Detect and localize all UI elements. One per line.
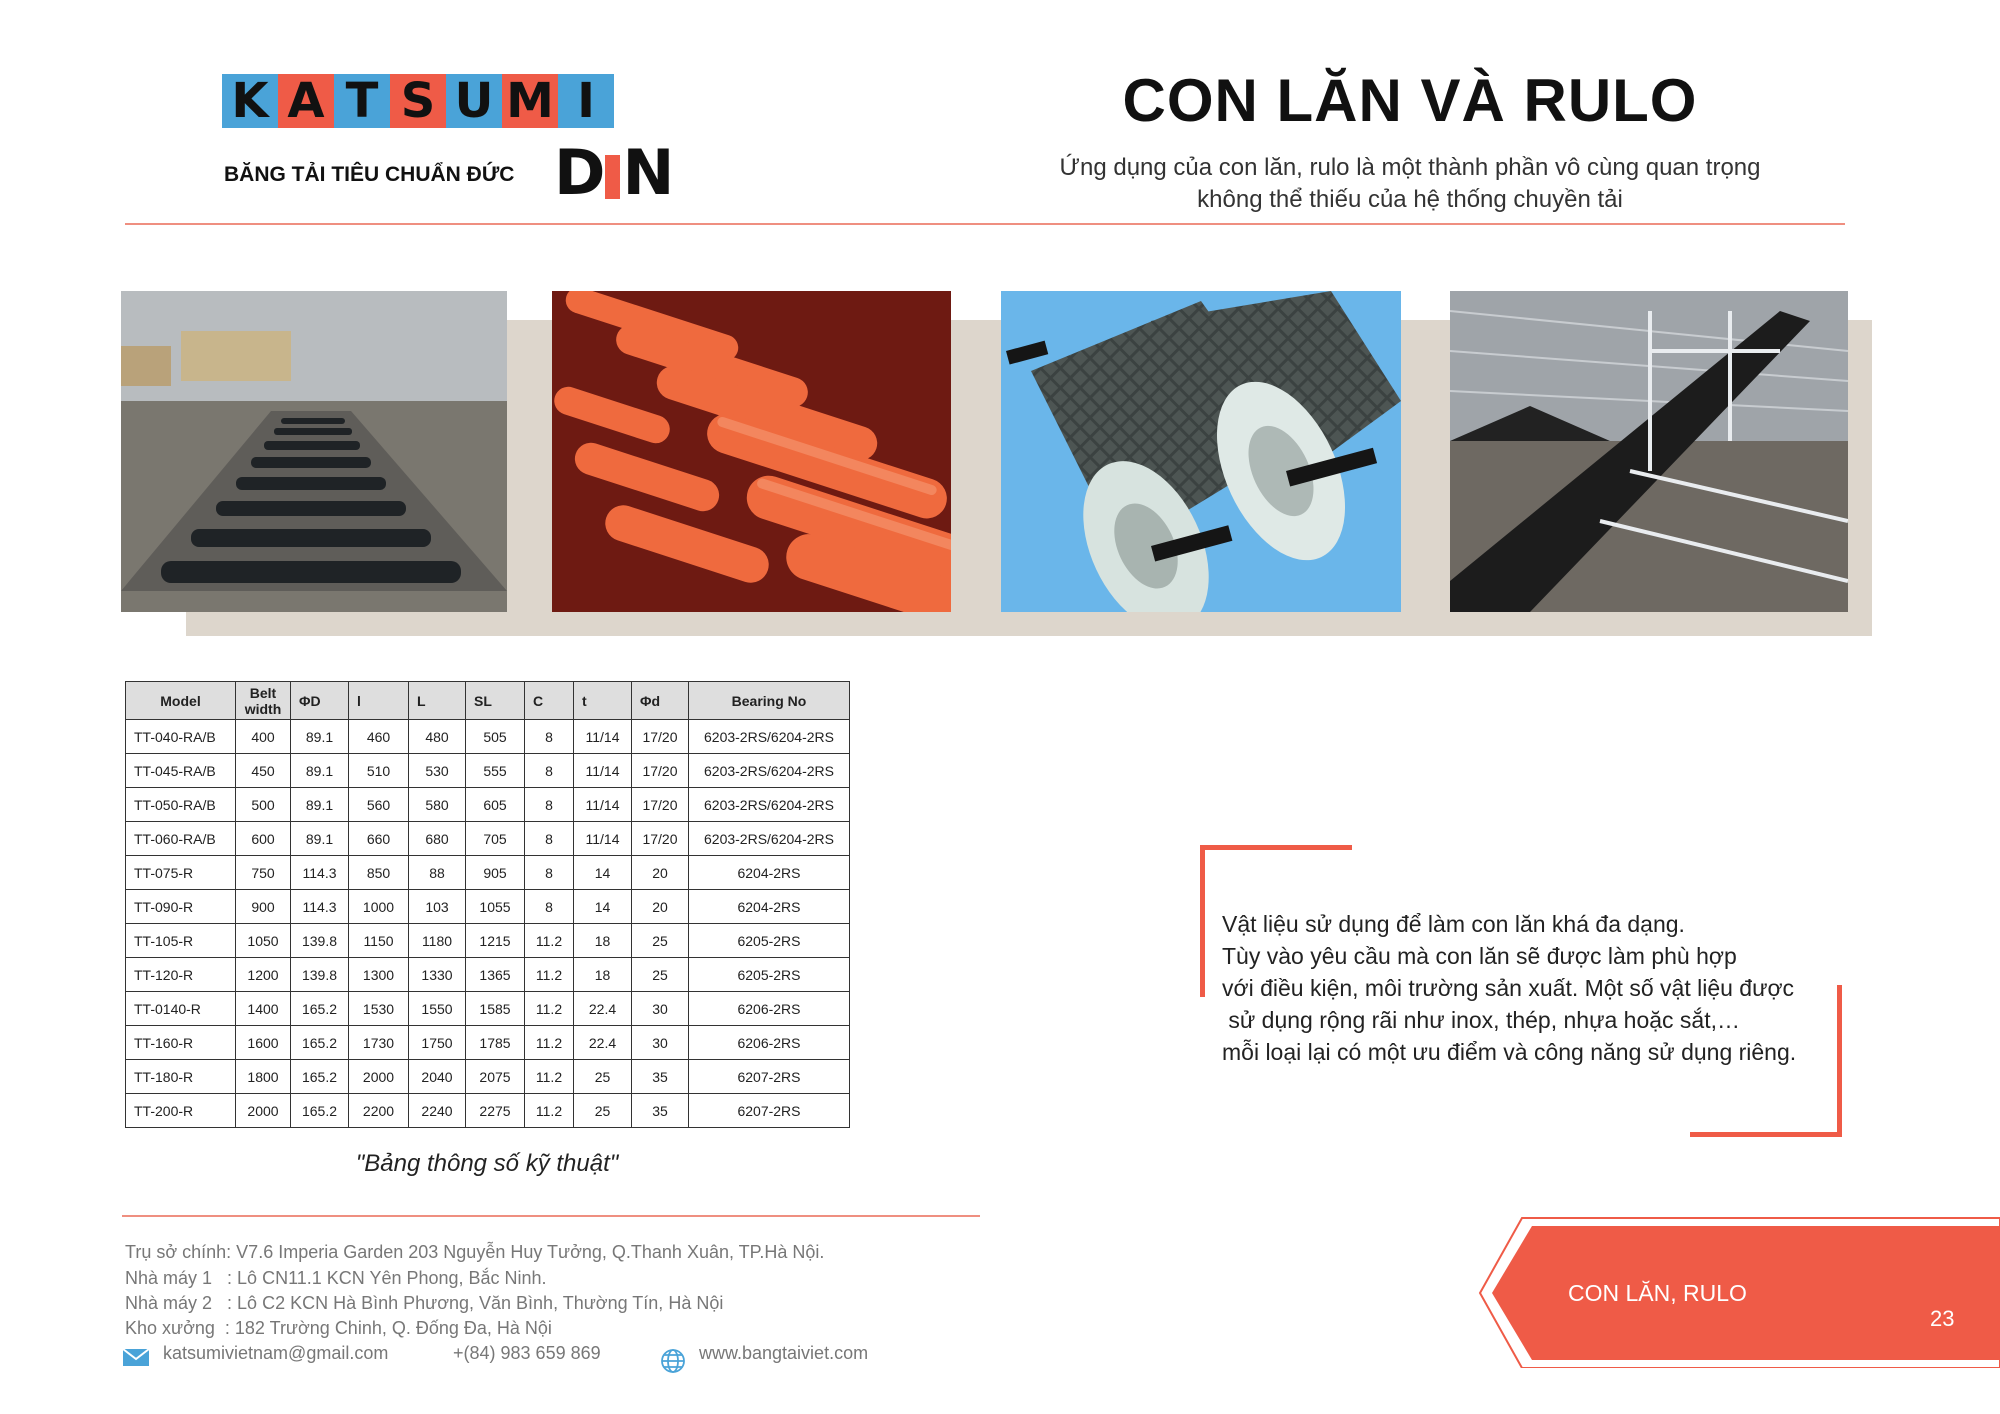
din-letter-d: D [554,136,604,209]
table-cell: 850 [349,856,409,890]
table-header-row [126,682,850,720]
table-cell: 22.4 [574,992,632,1026]
email-link[interactable]: katsumivietnam@gmail.com [163,1343,389,1363]
table-cell: 11/14 [574,788,632,822]
table-header-cell: L [409,682,466,720]
table-cell: TT-160-R [126,1026,236,1060]
katsumi-logo [222,74,614,128]
table-cell: 17/20 [632,788,689,822]
table-cell: 1550 [409,992,466,1026]
table-cell: 2000 [349,1060,409,1094]
table-cell: 30 [632,1026,689,1060]
table-cell: 600 [236,822,291,856]
table-cell: TT-180-R [126,1060,236,1094]
page-subtitle [1000,152,1820,216]
table-cell: 450 [236,754,291,788]
table-header-cell: Model [126,682,236,720]
frame-corner-top [1200,845,1352,850]
table-cell: 2000 [236,1094,291,1128]
table-cell: TT-040-RA/B [126,720,236,754]
table-cell: 1730 [349,1026,409,1060]
table-header-cell: Φd [632,682,689,720]
table-cell: 705 [466,822,525,856]
photo-lagged-pulleys [1001,291,1401,612]
photo-orange-rollers [552,291,951,612]
table-cell: 11.2 [525,924,574,958]
table-cell: 400 [236,720,291,754]
table-cell: 17/20 [632,720,689,754]
table-cell: 2075 [466,1060,525,1094]
table-cell: 8 [525,890,574,924]
table-cell: TT-060-RA/B [126,822,236,856]
din-logo [554,136,673,209]
table-cell: 103 [409,890,466,924]
table-cell: 6205-2RS [689,958,850,992]
table-cell: 6206-2RS [689,992,850,1026]
table-cell: 165.2 [291,1094,349,1128]
address-factory-2: Nhà máy 2 : Lô C2 KCN Hà Bình Phương, Văn Bình, Thường Tín, Hà Nội [125,1293,724,1313]
table-cell: 25 [574,1060,632,1094]
table-cell: 88 [409,856,466,890]
din-letter-n: N [622,136,673,209]
table-row [126,924,850,958]
table-cell: 1200 [236,958,291,992]
table-cell: 1055 [466,890,525,924]
table-cell: 8 [525,822,574,856]
table-cell: 680 [409,822,466,856]
table-cell: 1000 [349,890,409,924]
table-cell: 25 [632,924,689,958]
logo-letter: M [502,74,558,128]
table-cell: 8 [525,788,574,822]
table-cell: 750 [236,856,291,890]
description-line: Tùy vào yêu cầu mà con lăn sẽ được làm phù hợp [1222,943,1737,969]
table-cell: 35 [632,1060,689,1094]
table-row [126,890,850,924]
table-header-cell: C [525,682,574,720]
frame-corner-bottom [1690,1132,1842,1137]
spec-table [125,681,850,1128]
table-row [126,958,850,992]
table-cell: 1530 [349,992,409,1026]
table-cell: 1800 [236,1060,291,1094]
page-number: 23 [1930,1306,1955,1331]
photo-conveyor-warehouse [1450,291,1848,612]
table-cell: TT-075-R [126,856,236,890]
table-cell: 165.2 [291,1060,349,1094]
table-cell: 555 [466,754,525,788]
table-cell: TT-0140-R [126,992,236,1026]
table-cell: 11.2 [525,992,574,1026]
description-line: mỗi loại lại có một ưu điểm và công năng sử dụng riêng. [1222,1039,1797,1065]
table-cell: 6204-2RS [689,890,850,924]
table-cell: 1300 [349,958,409,992]
address-factory-1: Nhà máy 1 : Lô CN11.1 KCN Yên Phong, Bắc Ninh. [125,1268,547,1288]
table-cell: 2240 [409,1094,466,1128]
table-cell: 139.8 [291,924,349,958]
din-letter-i [605,155,620,199]
table-cell: 1585 [466,992,525,1026]
table-cell: 6203-2RS/6204-2RS [689,720,850,754]
table-cell: 14 [574,856,632,890]
table-cell: 505 [466,720,525,754]
table-cell: TT-045-RA/B [126,754,236,788]
table-header-cell: t [574,682,632,720]
table-cell: 500 [236,788,291,822]
table-cell: 11/14 [574,754,632,788]
logo-letter: K [222,74,278,128]
table-cell: 17/20 [632,754,689,788]
table-row [126,856,850,890]
table-cell: 17/20 [632,822,689,856]
table-cell: 560 [349,788,409,822]
table-cell: 1600 [236,1026,291,1060]
table-cell: 6203-2RS/6204-2RS [689,788,850,822]
table-row [126,754,850,788]
table-cell: 905 [466,856,525,890]
logo-letter: S [390,74,446,128]
footer-divider [122,1215,980,1217]
table-cell: TT-050-RA/B [126,788,236,822]
table-cell: 11.2 [525,1060,574,1094]
table-cell: 580 [409,788,466,822]
table-cell: 6203-2RS/6204-2RS [689,822,850,856]
table-cell: 11/14 [574,822,632,856]
description-line: với điều kiện, môi trường sản xuất. Một số vật liệu được [1222,975,1795,1001]
material-description [1222,908,1842,1068]
table-caption: "Bảng thông số kỹ thuật" [355,1150,619,1177]
table-cell: 89.1 [291,822,349,856]
section-label: CON LĂN, RULO [1568,1280,1747,1306]
table-cell: 25 [632,958,689,992]
table-cell: 8 [525,754,574,788]
table-cell: 14 [574,890,632,924]
table-cell: 35 [632,1094,689,1128]
table-row [126,992,850,1026]
table-cell: 6205-2RS [689,924,850,958]
description-line: Vật liệu sử dụng để làm con lăn khá đa dạng. [1222,911,1685,937]
table-cell: TT-200-R [126,1094,236,1128]
table-cell: 1750 [409,1026,466,1060]
address-warehouse: Kho xưởng : 182 Trường Chinh, Q. Đống Đa, Hà Nội [125,1318,552,1338]
table-cell: 89.1 [291,754,349,788]
table-cell: 660 [349,822,409,856]
table-cell: 20 [632,890,689,924]
table-header-cell: Bearing No [689,682,850,720]
table-row [126,1094,850,1128]
table-cell: 114.3 [291,890,349,924]
table-cell: TT-120-R [126,958,236,992]
table-cell: 2200 [349,1094,409,1128]
logo-letter: T [334,74,390,128]
table-cell: 605 [466,788,525,822]
table-cell: 1150 [349,924,409,958]
table-header-cell: Belt width [236,682,291,720]
table-cell: 6203-2RS/6204-2RS [689,754,850,788]
table-cell: 510 [349,754,409,788]
table-cell: 2040 [409,1060,466,1094]
table-cell: 1330 [409,958,466,992]
table-cell: 6204-2RS [689,856,850,890]
table-cell: 11.2 [525,958,574,992]
subtitle-line: Ứng dụng của con lăn, rulo là một thành phần vô cùng quan trọng [1059,154,1761,181]
table-cell: 89.1 [291,788,349,822]
table-row [126,788,850,822]
header-divider [125,223,1845,225]
table-cell: 11.2 [525,1094,574,1128]
table-cell: 460 [349,720,409,754]
table-cell: 480 [409,720,466,754]
table-cell: 6207-2RS [689,1060,850,1094]
table-row [126,720,850,754]
table-cell: 20 [632,856,689,890]
table-cell: 18 [574,958,632,992]
table-cell: 1180 [409,924,466,958]
table-cell: 18 [574,924,632,958]
table-cell: 11.2 [525,1026,574,1060]
brand-tagline: BĂNG TẢI TIÊU CHUẨN ĐỨC [224,163,515,186]
table-cell: 8 [525,720,574,754]
table-cell: 165.2 [291,1026,349,1060]
table-cell: 1785 [466,1026,525,1060]
table-header-cell: ΦD [291,682,349,720]
subtitle-line: không thể thiếu của hệ thống chuyền tải [1197,186,1623,213]
globe-icon [660,1348,686,1374]
table-cell: 25 [574,1094,632,1128]
table-header-cell: SL [466,682,525,720]
photo-conveyor-line [121,291,507,612]
phone-number[interactable]: +(84) 983 659 869 [453,1343,601,1363]
table-cell: 1050 [236,924,291,958]
table-cell: 1400 [236,992,291,1026]
table-cell: 1365 [466,958,525,992]
logo-letter: I [558,74,614,128]
table-cell: 530 [409,754,466,788]
frame-corner-top [1200,845,1205,997]
logo-letter: A [278,74,334,128]
table-cell: 900 [236,890,291,924]
table-cell: 1215 [466,924,525,958]
mail-icon [122,1348,150,1367]
table-cell: 11/14 [574,720,632,754]
table-row [126,1026,850,1060]
table-cell: 165.2 [291,992,349,1026]
table-cell: 6207-2RS [689,1094,850,1128]
table-cell: 2275 [466,1094,525,1128]
table-cell: 139.8 [291,958,349,992]
website-link[interactable]: www.bangtaiviet.com [699,1343,869,1363]
logo-letter: U [446,74,502,128]
table-cell: 114.3 [291,856,349,890]
table-cell: 22.4 [574,1026,632,1060]
table-cell: 8 [525,856,574,890]
table-row [126,1060,850,1094]
table-row [126,822,850,856]
table-cell: 89.1 [291,720,349,754]
address-head-office: Trụ sở chính: V7.6 Imperia Garden 203 Nguyễn Huy Tưởng, Q.Thanh Xuân, TP.Hà Nội. [125,1242,825,1262]
table-header-cell: l [349,682,409,720]
description-line: sử dụng rộng rãi như inox, thép, nhựa hoặc sắt,… [1222,1007,1740,1033]
page-title: CON LĂN VÀ RULO [1122,67,1698,134]
table-cell: 30 [632,992,689,1026]
table-cell: TT-090-R [126,890,236,924]
table-cell: TT-105-R [126,924,236,958]
table-cell: 6206-2RS [689,1026,850,1060]
